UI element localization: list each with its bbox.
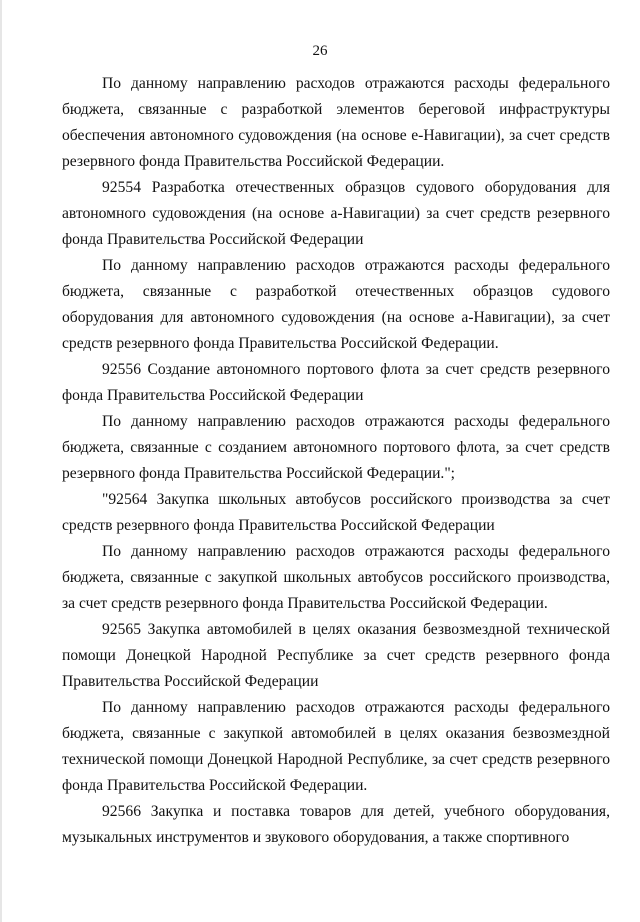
paragraph-10: 92566 Закупка и поставка товаров для детей, учебного оборудования, музыкальных инструментов и звукового оборудования, а также спортивного: [62, 803, 610, 846]
page-number: 26: [312, 43, 328, 59]
paragraph-9: По данному направлению расходов отражаются расходы федерального бюджета, связанные с закупкой автомобилей в целях оказания безвозмездной технической помощи Донецкой Народной Республике, за счет средств резервного фонда Правительства Российской Федерации.: [62, 699, 610, 794]
paragraph-2: 92554 Разработка отечественных образцов судового оборудования для автономного судовождения (на основе а-Навигации) за счет средств резервного фонда Правительства Российской Федерации: [62, 179, 610, 248]
paragraph-1: По данному направлению расходов отражаются расходы федерального бюджета, связанные с разработкой элементов береговой инфраструктуры обеспечения автономного судовождения (на основе е-Навигации), за счет средств резервного фонда Правительства Российской Федерации.: [62, 75, 610, 170]
paragraph-3: По данному направлению расходов отражаются расходы федерального бюджета, связанные с разработкой отечественных образцов судового оборудования для автономного судовождения (на основе а-Навигации), за счет средств резервного фонда Правительства Российской Федерации.: [62, 257, 610, 352]
paragraph-8: 92565 Закупка автомобилей в целях оказания безвозмездной технической помощи Донецкой Народной Республике за счет средств резервного фонда Правительства Российской Федерации: [62, 621, 610, 690]
paragraph-6: "92564 Закупка школьных автобусов российского производства за счет средств резервного фонда Правительства Российской Федерации: [62, 491, 610, 534]
paragraph-7: По данному направлению расходов отражаются расходы федерального бюджета, связанные с закупкой школьных автобусов российского производства, за счет средств резервного фонда Правительства Российской Федерации.: [62, 543, 610, 612]
paragraph-5: По данному направлению расходов отражаются расходы федерального бюджета, связанные с созданием автономного портового флота, за счет средств резервного фонда Правительства Российской Федерации.";: [62, 413, 610, 482]
paragraph-4: 92556 Создание автономного портового флота за счет средств резервного фонда Правительства Российской Федерации: [62, 361, 610, 404]
scan-edge: [0, 0, 2, 922]
document-body: [62, 71, 610, 851]
